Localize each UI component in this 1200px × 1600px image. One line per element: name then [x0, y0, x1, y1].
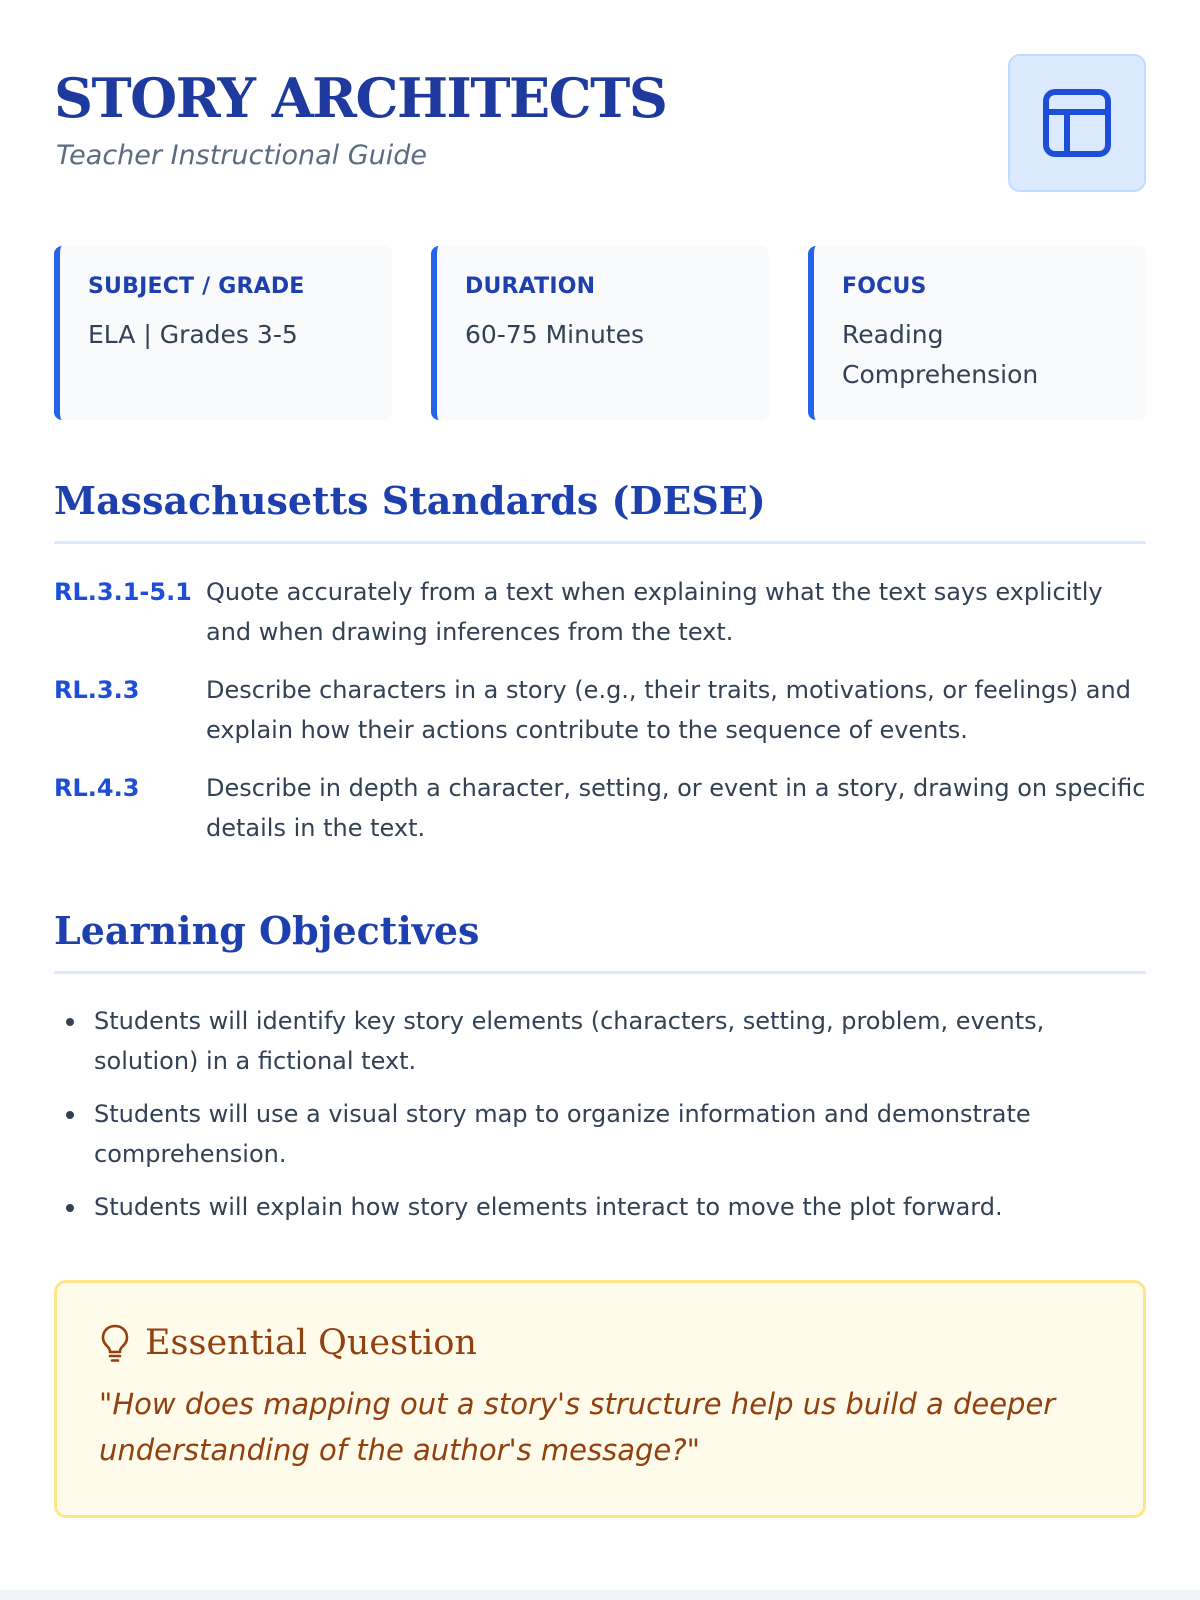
logo-tile — [1008, 54, 1146, 192]
card-label: FOCUS — [842, 274, 927, 299]
objective-item — [54, 1001, 1146, 1081]
bullet-icon — [66, 1018, 74, 1026]
card-label: SUBJECT / GRADE — [88, 274, 305, 299]
objectives-list — [54, 1001, 1146, 1240]
info-card-focus — [808, 246, 1146, 420]
essential-question-box — [54, 1280, 1146, 1518]
bullet-icon — [66, 1111, 74, 1119]
standard-row — [54, 670, 1146, 750]
lightbulb-icon — [99, 1323, 131, 1363]
objective-text: Students will identify key story elements (characters, setting, problem, events, solution) in a fictional text. — [94, 1007, 1045, 1075]
page-subtitle: Teacher Instructional Guide — [56, 140, 427, 171]
info-cards — [54, 246, 1146, 420]
info-card-duration — [431, 246, 769, 420]
page-title: STORY ARCHITECTS — [54, 66, 667, 130]
info-card-subject — [54, 246, 392, 420]
objective-item — [54, 1187, 1146, 1227]
standard-row — [54, 572, 1146, 652]
standards-list — [54, 572, 1146, 866]
essential-question-text: "How does mapping out a story's structure help us build a deeper understanding of the author's message?" — [99, 1387, 1056, 1467]
objective-item — [54, 1094, 1146, 1174]
bullet-icon — [66, 1204, 74, 1212]
standard-text: Describe in depth a character, setting, or event in a story, drawing on specific details in the text. — [206, 774, 1146, 842]
layout-icon — [1043, 89, 1111, 157]
standards-heading: Massachusetts Standards (DESE) — [54, 478, 1146, 544]
standard-text: Quote accurately from a text when explaining what the text says explicitly and when drawing inferences from the text. — [206, 578, 1103, 646]
standard-code: RL.3.3 — [54, 676, 140, 704]
objective-text: Students will explain how story elements interact to move the plot forward. — [94, 1193, 1003, 1221]
objectives-heading: Learning Objectives — [54, 908, 1146, 974]
standard-row — [54, 768, 1146, 848]
card-value: Reading Comprehension — [842, 320, 1039, 389]
card-label: DURATION — [465, 274, 596, 299]
objective-text: Students will use a visual story map to organize information and demonstrate comprehension. — [94, 1100, 1031, 1168]
card-value: 60-75 Minutes — [465, 320, 645, 349]
standard-text: Describe characters in a story (e.g., their traits, motivations, or feelings) and explain how their actions contribute to the sequence of events. — [206, 676, 1131, 744]
standard-code: RL.4.3 — [54, 774, 140, 802]
standard-code: RL.3.1-5.1 — [54, 578, 192, 606]
essential-question-header — [99, 1323, 1103, 1363]
page-bottom-strip — [0, 1590, 1200, 1600]
essential-question-title: Essential Question — [145, 1323, 477, 1363]
lesson-guide-page — [54, 0, 1146, 1600]
card-value: ELA | Grades 3-5 — [88, 320, 298, 349]
